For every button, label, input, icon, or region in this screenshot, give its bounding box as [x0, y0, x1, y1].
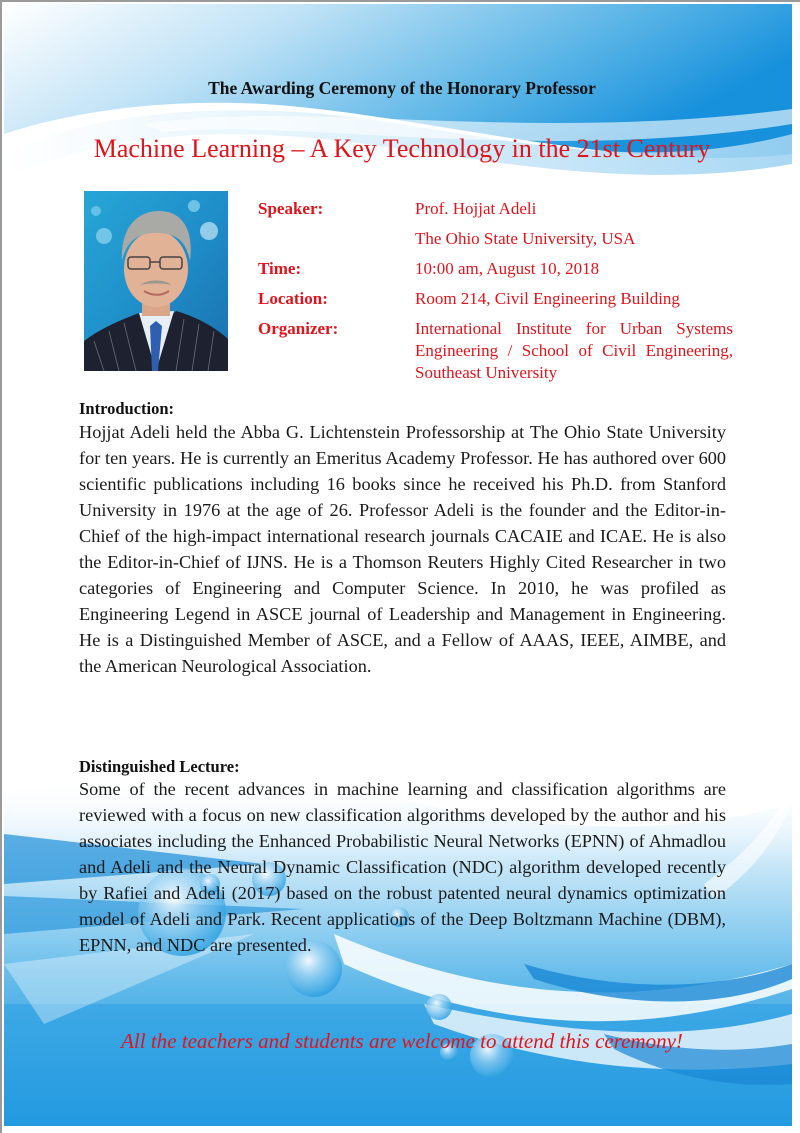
time-value: 10:00 am, August 10, 2018 — [415, 259, 600, 278]
speaker-photo — [84, 191, 228, 371]
location-label: Location: — [258, 289, 328, 308]
lecture-title: Machine Learning – A Key Technology in the 21st Century — [93, 134, 711, 163]
speaker-affiliation: The Ohio State University, USA — [415, 229, 636, 248]
introduction-text: Hojjat Adeli held the Abba G. Lichtenstein Professorship at The Ohio State University for ten years. He is currently an Emeritus Academy Professor. He has authored over 600 scientific publications including 16 books since he received his Ph.D. from Stanford University in 1976 at the age of 26. Professor Adeli is the founder and the Editor-in-Chief of the high-impact international research journals CACAIE and ICAE. He is also the Editor-in-Chief of IJNS. He is a Thomson Reuters Highly Cited Researcher in two categories of Engineering and Computer Science. In 2010, he was profiled as Engineering Legend in ASCE journal of Leadership and Management in Engineering. He is a Distinguished Member of ASCE, and a Fellow of AAAS, IEEE, AIMBE, and the American Neurological Association. — [79, 422, 726, 676]
distinguished-lecture-text: Some of the recent advances in machine learning and classification algorithms are reviewed with a focus on new classification algorithms developed by the author and his associates including the Enhanced Probabilistic Neural Networks (EPNN) of Ahmadlou and Adeli and the Neural Dynamic Classification (NDC) algorithm developed recently by Rafiei and Adeli (2017) based on the robust patented neural dynamics optimization model of Adeli and Park. Recent applications of the Deep Boltzmann Machine (DBM), EPNN, and NDC are presented. — [79, 779, 726, 955]
speaker-name: Prof. Hojjat Adeli — [415, 199, 537, 218]
organizer-label: Organizer: — [258, 319, 339, 338]
introduction-heading: Introduction: — [79, 399, 175, 418]
organizer-value: International Institute for Urban Systems Engineering / School of Civil Engineering, Southeast University — [415, 319, 733, 382]
welcome-message: All the teachers and students are welcome to attend this ceremony! — [121, 1029, 683, 1053]
location-value: Room 214, Civil Engineering Building — [415, 289, 680, 308]
speaker-label: Speaker: — [258, 199, 324, 218]
distinguished-lecture-heading: Distinguished Lecture: — [79, 757, 240, 776]
ceremony-title: The Awarding Ceremony of the Honorary Professor — [208, 78, 596, 98]
time-label: Time: — [258, 259, 302, 278]
